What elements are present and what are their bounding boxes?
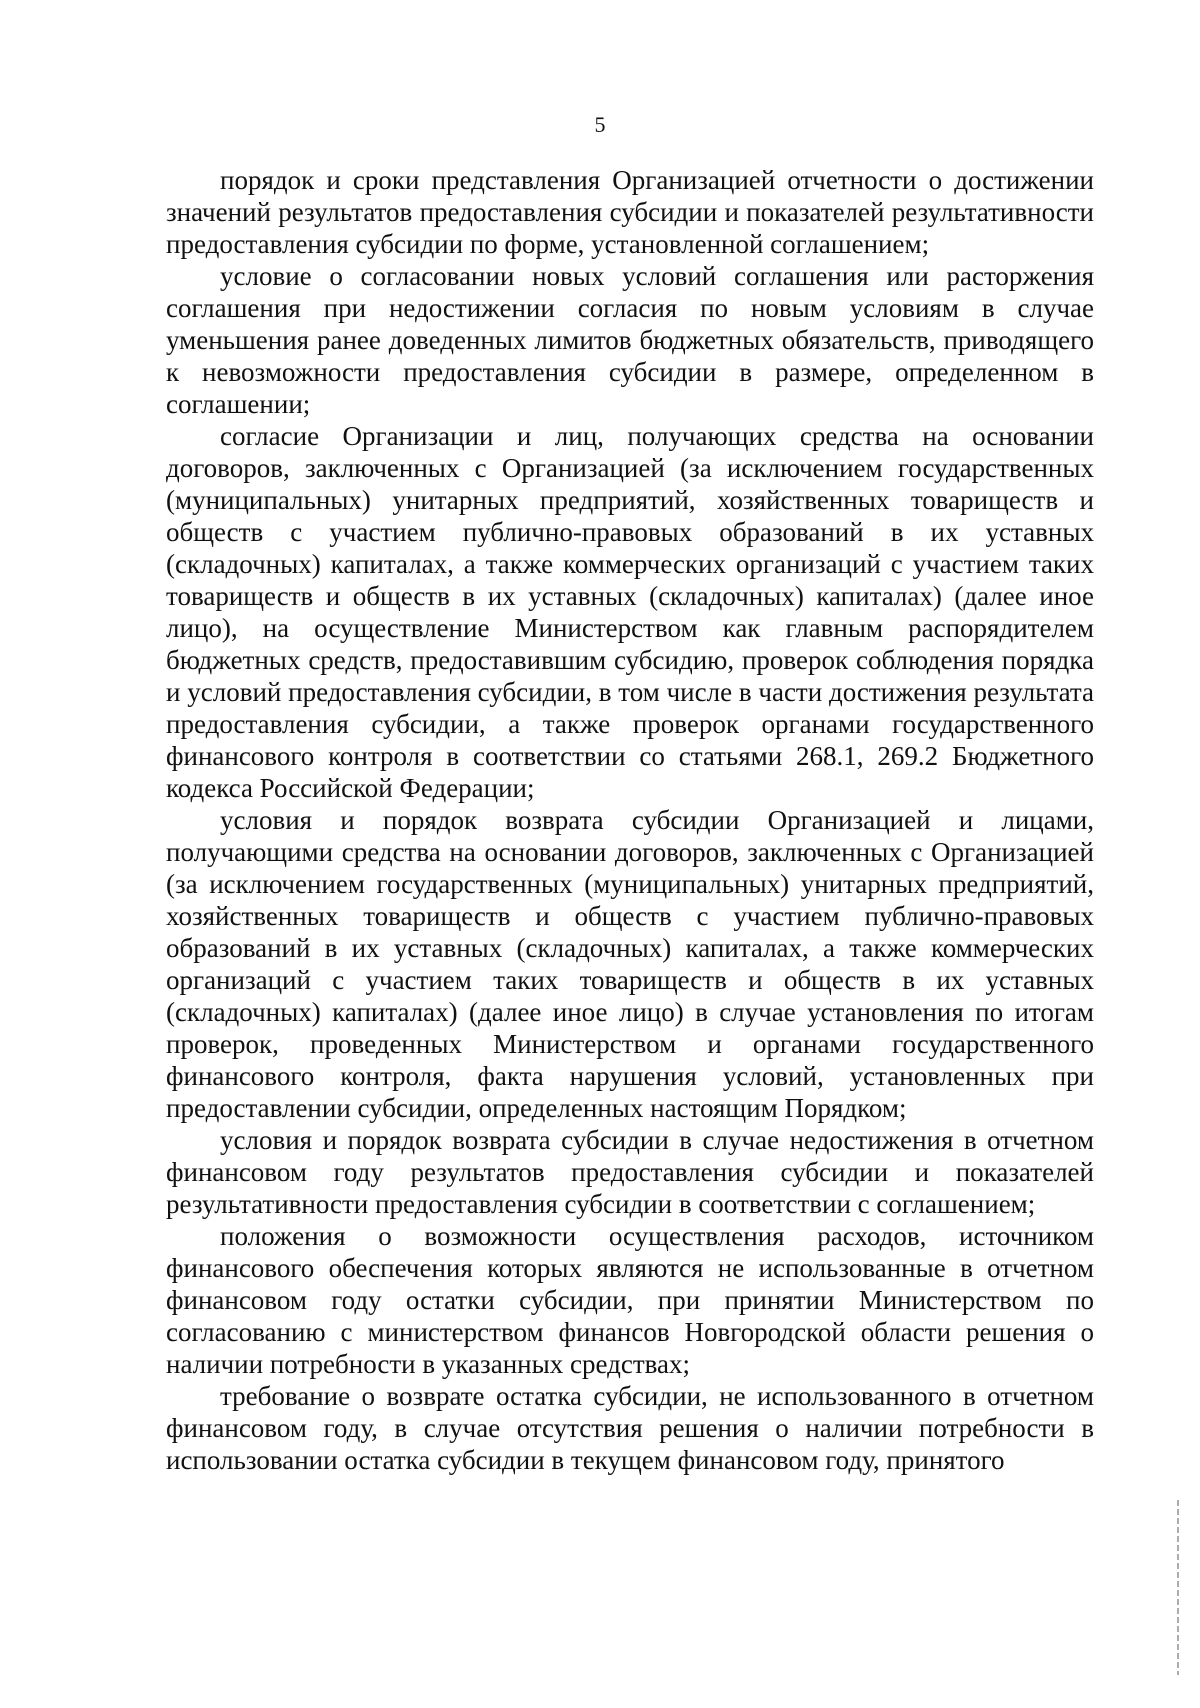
paragraph-agreement-conditions: условие о согласовании новых условий соглашения или расторжения соглашения при недостижении согласия по новым условиям в случае уменьшения ранее доведенных лимитов бюджетных обязательств, приводящего к невозможности предоставления субсидии в размере, определенном в соглашении; [166, 261, 1094, 419]
paragraph-reporting-terms: порядок и сроки представления Организацией отчетности о достижении значений результатов предоставления субсидии и показателей результативности предоставления субсидии по форме, установленной соглашением; [166, 165, 1094, 259]
paragraph-consent-to-inspections: согласие Организации и лиц, получающих средства на основании договоров, заключенных с Организацией (за исключением государственных (муниципальных) унитарных предприятий, хозяйственных товариществ и обществ с участием публично-правовых образований в их уставных (складочных) капиталах, а также коммерческих организаций с участием таких товариществ и обществ в их уставных (складочных) капиталах) (далее иное лицо), на осуществление Министерством как главным распорядителем бюджетных средств, предоставившим субсидию, проверок соблюдения порядка и условий предоставления субсидии, в том числе в части достижения результата предоставления субсидии, а также проверок органами государственного финансового контроля в соответствии со статьями 268.1, 269.2 Бюджетного кодекса Российской Федерации; [166, 421, 1094, 803]
page-number: 5 [594, 112, 606, 137]
paragraph-subsidy-return-violations: условия и порядок возврата субсидии Организацией и лицами, получающими средства на основании договоров, заключенных с Организацией (за исключением государственных (муниципальных) унитарных предприятий, хозяйственных товариществ и обществ с участием публично-правовых образований в их уставных (складочных) капиталах, а также коммерческих организаций с участием таких товариществ и обществ в их уставных (складочных) капиталах) (далее иное лицо) в случае установления по итогам проверок, проведенных Министерством и органами государственного финансового контроля, факта нарушения условий, установленных при предоставлении субсидии, определенных настоящим Порядком; [166, 805, 1094, 1123]
paragraph-subsidy-return-results: условия и порядок возврата субсидии в случае недостижения в отчетном финансовом году результатов предоставления субсидии и показателей результативности предоставления субсидии в соответствии с соглашением; [166, 1125, 1094, 1219]
paragraph-remaining-funds-return: требование о возврате остатка субсидии, не использованного в отчетном финансовом году, в случае отсутствия решения о наличии потребности в использовании остатка субсидии в текущем финансовом году, принятого [166, 1381, 1094, 1475]
paragraph-remaining-funds-use: положения о возможности осуществления расходов, источником финансового обеспечения которых являются не использованные в отчетном финансовом году остатки субсидии, при принятии Министерством по согласованию с министерством финансов Новгородской области решения о наличии потребности в указанных средствах; [166, 1221, 1094, 1379]
scan-edge-artifact [1177, 1500, 1179, 1675]
document-body [166, 164, 1094, 1476]
